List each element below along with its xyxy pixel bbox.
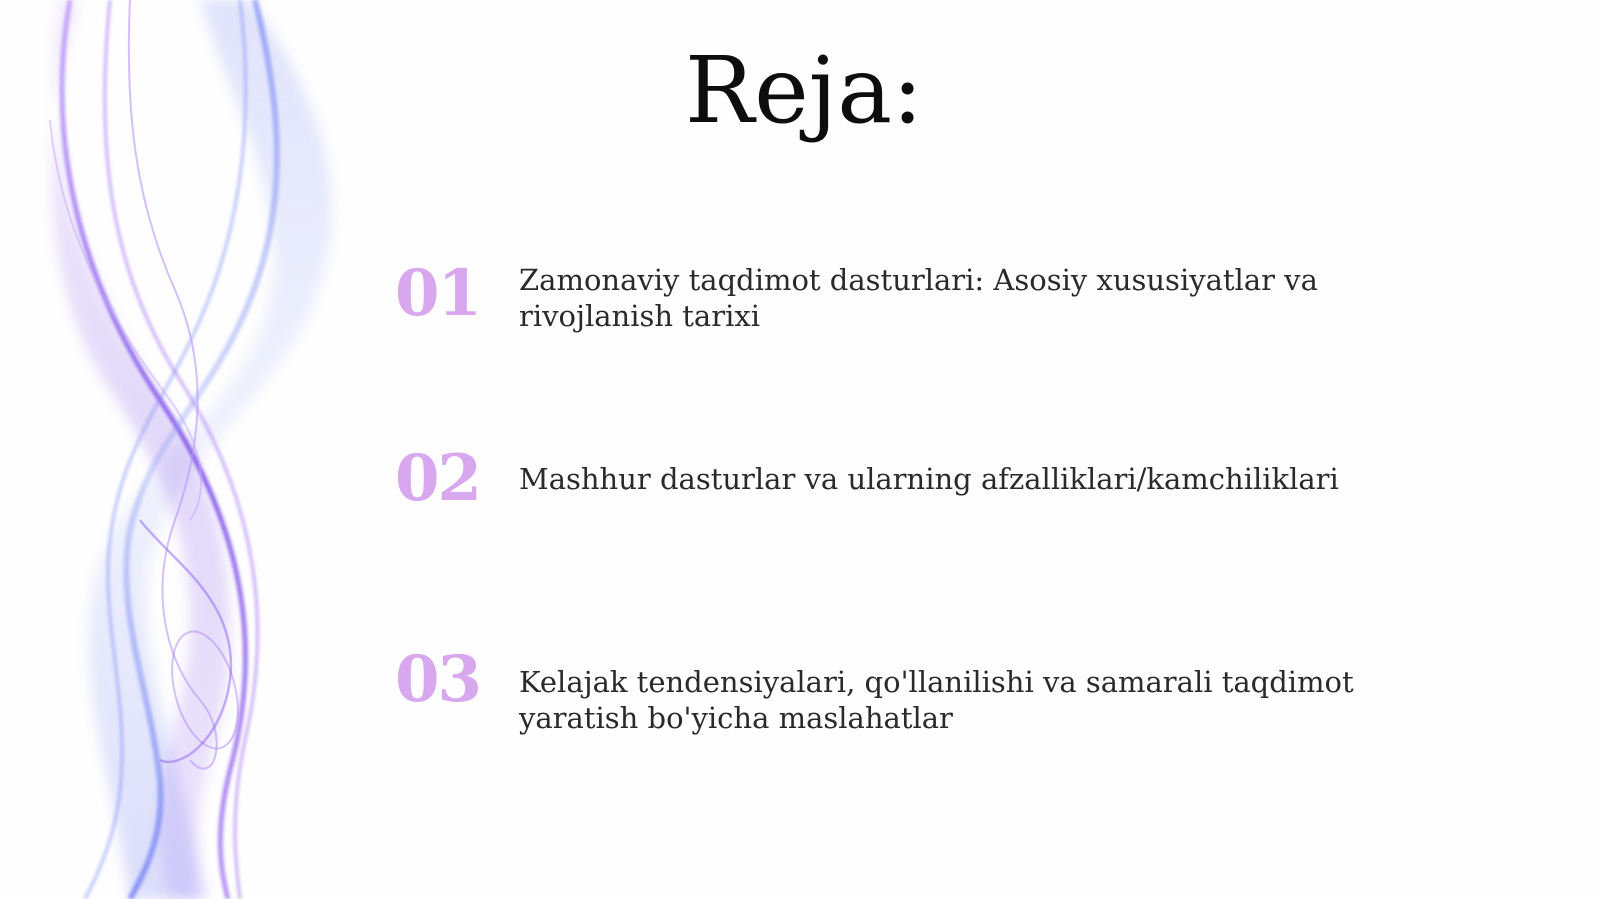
agenda-text: Kelajak tendensiyalari, qo'llanilishi va samarali taqdimot yaratish bo'yicha maslahatlar — [519, 665, 1354, 735]
agenda-number: 02 — [395, 441, 481, 516]
agenda-number: 01 — [395, 256, 481, 331]
agenda-text: Zamonaviy taqdimot dasturlari: Asosiy xususiyatlar va rivojlanish tarixi — [519, 263, 1318, 333]
slide-title: Reja: — [684, 37, 924, 144]
agenda-number: 03 — [395, 642, 481, 717]
agenda-text: Mashhur dasturlar va ularning afzalliklari/kamchiliklari — [519, 462, 1339, 496]
